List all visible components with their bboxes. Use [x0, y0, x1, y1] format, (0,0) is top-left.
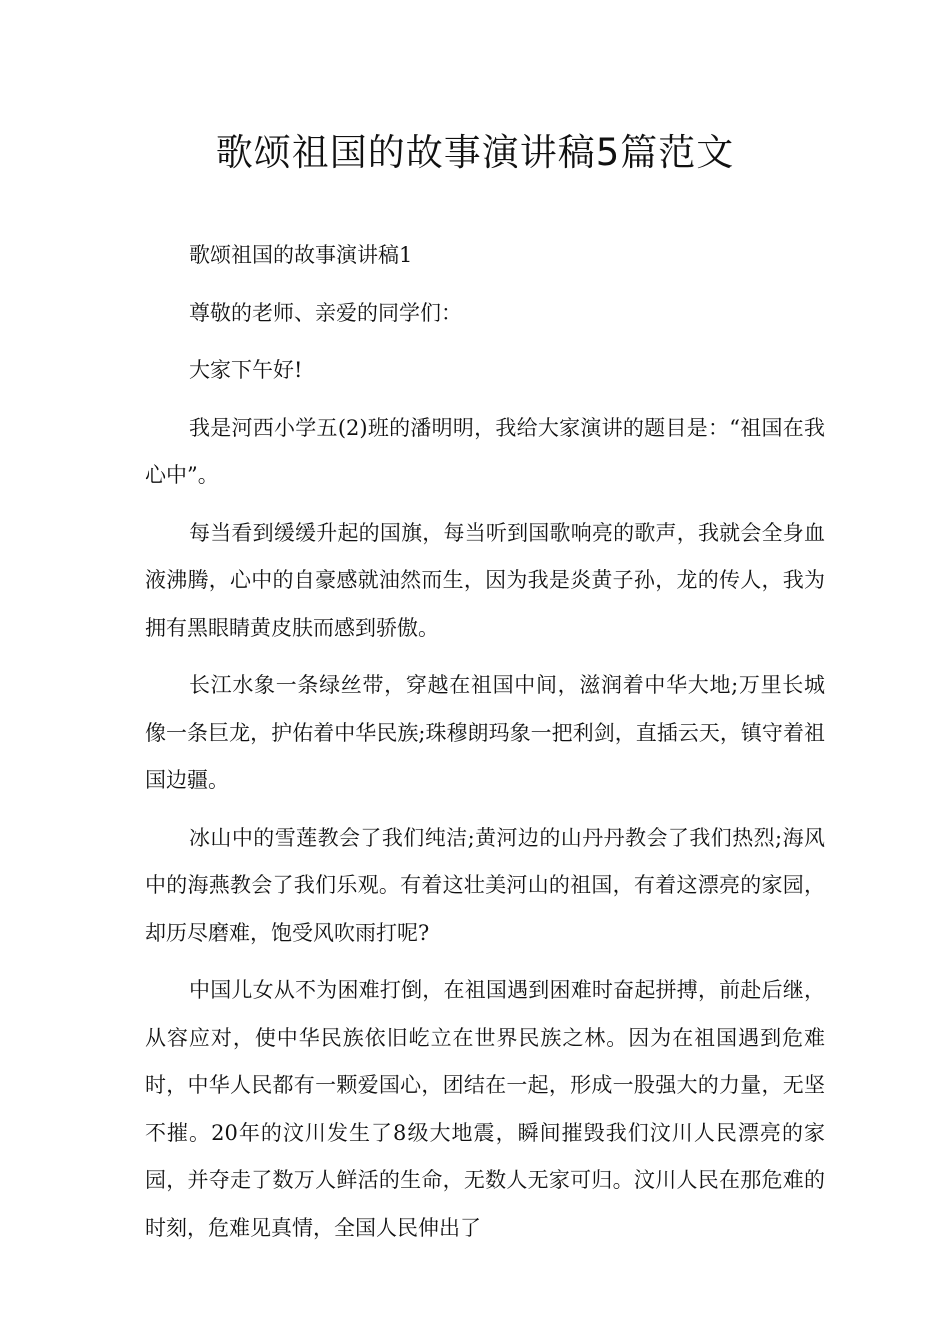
paragraph-lessons: 冰山中的雪莲教会了我们纯洁;黄河边的山丹丹教会了我们热烈;海风中的海燕教会了我们乐观。有着这壮美河山的祖国，有着这漂亮的家园，却历尽磨难，饱受风吹雨打呢?: [145, 825, 825, 945]
paragraph-intro: 我是河西小学五(2)班的潘明明，我给大家演讲的题目是：“祖国在我心中”。: [145, 415, 825, 487]
greeting: 大家下午好!: [189, 358, 303, 382]
salutation: 尊敬的老师、亲爱的同学们：: [189, 300, 462, 325]
paragraph-flag: 每当看到缓缓升起的国旗，每当听到国歌响亮的歌声，我就会全身血液沸腾，心中的自豪感就油然而生，因为我是炎黄子孙，龙的传人，我为拥有黑眼睛黄皮肤而感到骄傲。: [145, 520, 825, 640]
document-title: 歌颂祖国的故事演讲稿5篇范文: [215, 131, 735, 174]
paragraph-resilience: 中国儿女从不为困难打倒，在祖国遇到困难时奋起拼搏，前赴后继，从容应对，使中华民族依旧屹立在世界民族之林。因为在祖国遇到危难时，中华人民都有一颗爱国心，团结在一起，形成一股强大的力量，无坚不摧。20年的汶川发生了8级大地震，瞬间摧毁我们汶川人民漂亮的家园，并夺走了数万人鲜活的生命，无数人无家可归。汶川人民在那危难的时刻，危难见真情，全国人民伸出了: [145, 978, 825, 1240]
section-heading: 歌颂祖国的故事演讲稿1: [189, 243, 413, 267]
paragraph-landscape: 长江水象一条绿丝带，穿越在祖国中间，滋润着中华大地;万里长城像一条巨龙，护佑着中华民族;珠穆朗玛象一把利剑，直插云天，镇守着祖国边疆。: [145, 673, 825, 792]
document-body: [145, 232, 825, 1262]
